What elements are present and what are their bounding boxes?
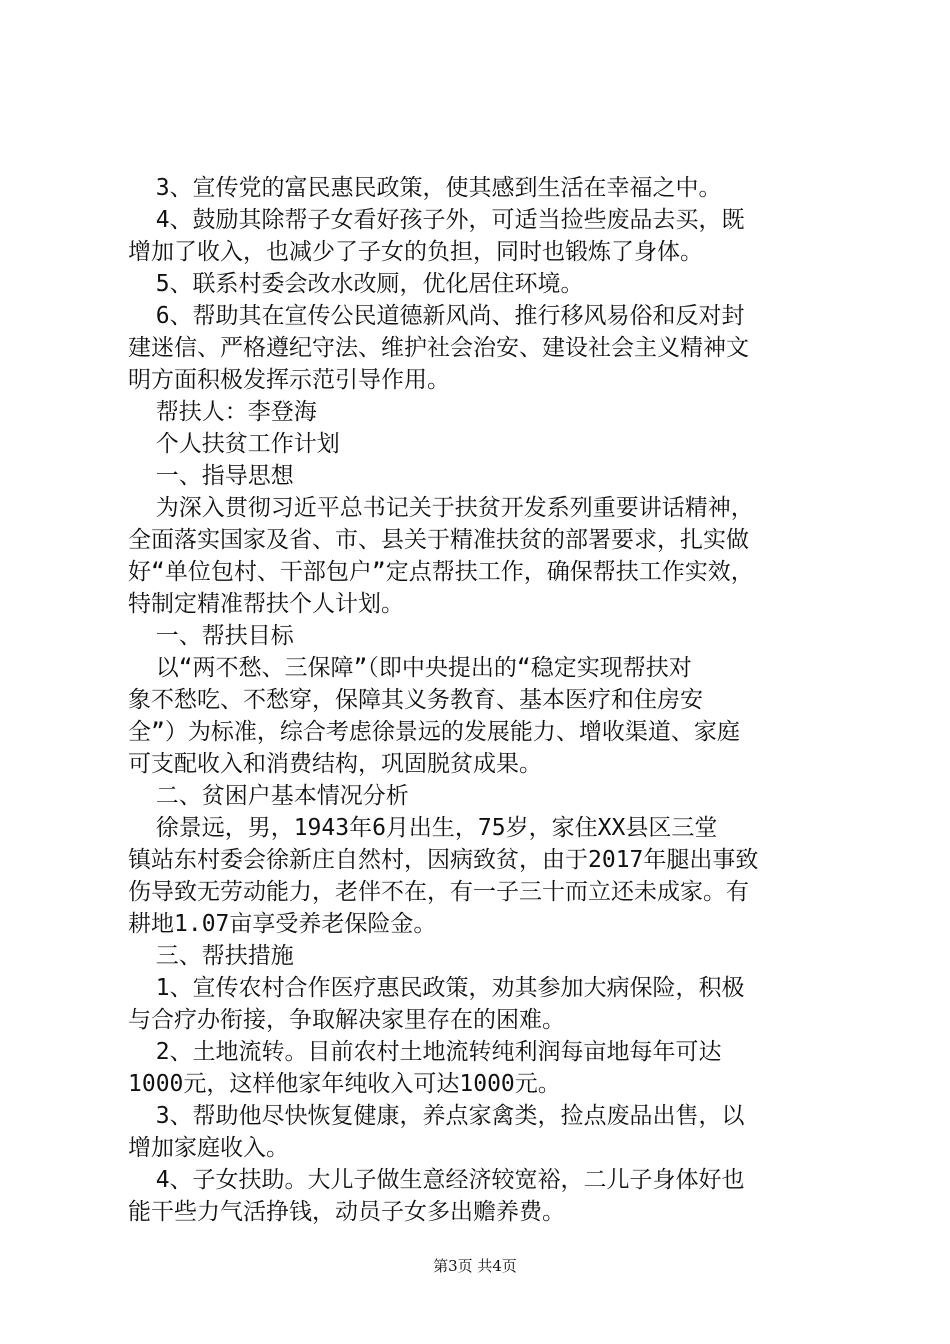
text-line: 象不愁吃、不愁穿，保障其义务教育、基本医疗和住房安 xyxy=(128,687,703,713)
text-line: 3、宣传党的富民惠民政策，使其感到生活在幸福之中。 xyxy=(128,175,722,201)
text-line: 4、子女扶助。大儿子做生意经济较宽裕，二儿子身体好也 xyxy=(128,1167,745,1193)
text-line: 全面落实国家及省、市、县关于精准扶贫的部署要求，扎实做 xyxy=(128,527,749,553)
text-line: 2、土地流转。目前农村土地流转纯利润每亩地每年可达 xyxy=(128,1039,722,1065)
text-line: 增加了收入，也减少了子女的负担，同时也锻炼了身体。 xyxy=(128,239,703,265)
text-line: 6、帮助其在宣传公民道德新风尚、推行移风易俗和反对封 xyxy=(128,303,745,329)
text-line: 增加家庭收入。 xyxy=(128,1135,289,1161)
section-heading: 三、帮扶措施 xyxy=(128,943,294,969)
text-line: 3、帮助他尽快恢复健康，养点家禽类，捡点废品出售，以 xyxy=(128,1103,745,1129)
section-heading: 一、帮扶目标 xyxy=(128,623,294,649)
text-line: 1000元，这样他家年纯收入可达1000元。 xyxy=(128,1071,561,1097)
section-title: 个人扶贫工作计划 xyxy=(128,431,340,457)
text-line: 4、鼓励其除帮子女看好孩子外，可适当捡些废品去买，既 xyxy=(128,207,745,233)
text-line: 能干些力气活挣钱，动员子女多出赡养费。 xyxy=(128,1199,565,1225)
section-heading: 二、贫困户基本情况分析 xyxy=(128,783,409,809)
text-line: 好“单位包村、干部包户”定点帮扶工作，确保帮扶工作实效， xyxy=(128,559,754,585)
document-body xyxy=(128,172,832,1228)
text-line: 全”）为标准，综合考虑徐景远的发展能力、增收渠道、家庭 xyxy=(128,719,740,745)
text-line: 以“两不愁、三保障”（即中央提出的“稳定实现帮扶对 xyxy=(128,655,692,681)
text-line: 耕地1.07亩享受养老保险金。 xyxy=(128,911,437,937)
signature-line: 帮扶人：李登海 xyxy=(128,399,317,425)
text-line: 特制定精准帮扶个人计划。 xyxy=(128,591,404,617)
text-line: 与合疗办衔接，争取解决家里存在的困难。 xyxy=(128,1007,565,1033)
text-line: 伤导致无劳动能力，老伴不在，有一子三十而立还未成家。有 xyxy=(128,879,749,905)
text-line: 明方面积极发挥示范引导作用。 xyxy=(128,367,450,393)
text-line: 建迷信、严格遵纪守法、维护社会治安、建设社会主义精神文 xyxy=(128,335,749,361)
page-footer: 第3页 共4页 xyxy=(433,1257,517,1275)
text-line: 1、宣传农村合作医疗惠民政策，劝其参加大病保险，积极 xyxy=(128,975,745,1001)
text-line: 可支配收入和消费结构，巩固脱贫成果。 xyxy=(128,751,542,777)
section-heading: 一、指导思想 xyxy=(128,463,294,489)
text-line: 徐景远，男，1943年6月出生，75岁，家住XX县区三堂 xyxy=(128,815,718,841)
text-line: 为深入贯彻习近平总书记关于扶贫开发系列重要讲话精神， xyxy=(128,495,754,521)
text-line: 5、联系村委会改水改厕，优化居住环境。 xyxy=(128,271,584,297)
text-line: 镇站东村委会徐新庄自然村，因病致贫，由于2017年腿出事致 xyxy=(128,847,759,873)
